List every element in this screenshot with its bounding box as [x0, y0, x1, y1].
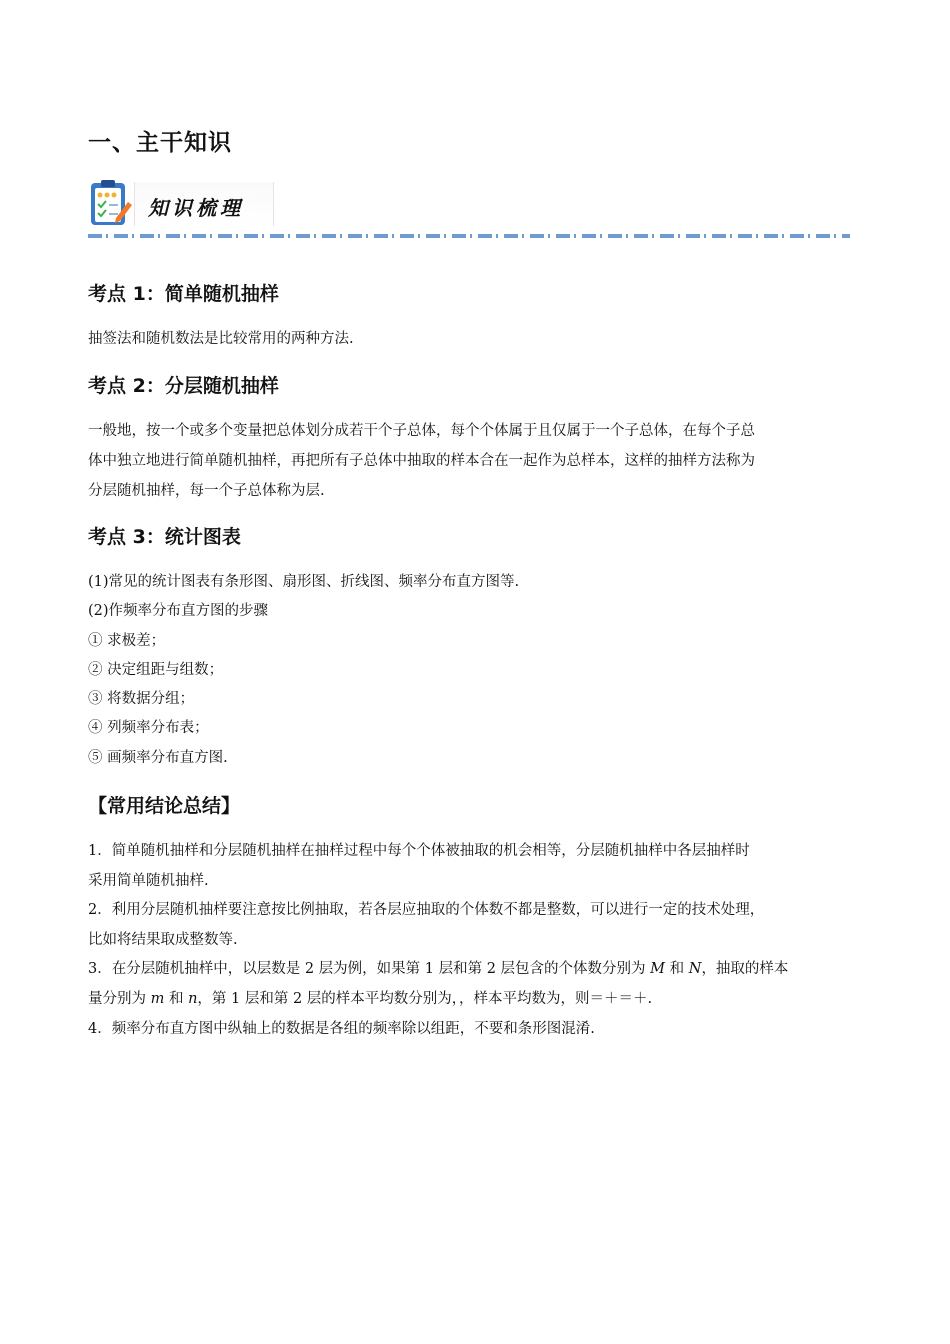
text: 量分别为: [88, 991, 151, 1007]
banner-title: 知识梳理: [148, 196, 244, 220]
kp1-text: [88, 324, 868, 354]
text: 和: [164, 991, 189, 1007]
var-M: M: [650, 961, 666, 977]
conclusion-line: 4．频率分布直方图中纵轴上的数据是各组的频率除以组距，不要和条形图混淆.: [88, 1021, 595, 1037]
text: ，第 1 层和第 2 层的样本平均数分别为，，样本平均数为，则＝＋＝＋.: [197, 991, 653, 1007]
section-title: 一、主干知识: [88, 130, 232, 156]
conclusion-line: [88, 954, 868, 984]
conclusion-line: 2．利用分层随机抽样要注意按比例抽取，若各层应抽取的个体数不都是整数，可以进行一定的技术处理，: [88, 902, 765, 918]
kp3-title: 考点 3：统计图表: [88, 526, 241, 548]
text: 和: [665, 961, 689, 977]
var-n: n: [188, 991, 198, 1007]
conclusion-line: [88, 984, 868, 1014]
kp2-title: 考点 2：分层随机抽样: [88, 375, 279, 397]
kp3-step: ② 决定组距与组数；: [88, 661, 224, 678]
conclusion-line: 1．简单随机抽样和分层随机抽样在抽样过程中每个个体被抽取的机会相等，分层随机抽样中各层抽样时: [88, 843, 750, 859]
kp2-line: 一般地，按一个或多个变量把总体划分成若干个子总体，每个个体属于且仅属于一个子总体，在每个子总: [88, 423, 755, 439]
kp2-paragraph: [88, 416, 868, 506]
kp3-step: ③ 将数据分组；: [88, 691, 195, 708]
var-N: N: [688, 961, 702, 977]
conclusion-line: 采用简单随机抽样.: [88, 873, 209, 889]
dashed-divider: [88, 234, 850, 238]
clipboard-checklist-icon: [88, 178, 132, 228]
kp1-title: 考点 1：简单随机抽样: [88, 283, 279, 305]
conclusion-4: [88, 1014, 868, 1044]
conclusion-3: [88, 954, 868, 1014]
kp1-line: 抽签法和随机数法是比较常用的两种方法.: [88, 331, 354, 347]
kp2-line: 体中独立地进行简单随机抽样，再把所有子总体中抽取的样本合在一起作为总样本，这样的抽样方法称为: [88, 453, 755, 469]
knowledge-banner: [88, 178, 273, 230]
text: ，抽取的样本: [701, 961, 789, 977]
conclusions-title: 【常用结论总结】: [88, 795, 241, 817]
conclusion-1: [88, 836, 868, 896]
kp3-step: ① 求极差；: [88, 632, 166, 649]
kp3-step: ⑤ 画频率分布直方图.: [88, 749, 228, 766]
conclusion-2: [88, 895, 868, 955]
kp2-line: 分层随机抽样，每一个子总体称为层.: [88, 483, 325, 499]
kp3-line: (2)作频率分布直方图的步骤: [88, 603, 269, 620]
kp3-step: ④ 列频率分布表；: [88, 720, 209, 737]
kp3-list: [88, 568, 868, 773]
kp3-line: (1)常见的统计图表有条形图、扇形图、折线图、频率分布直方图等.: [88, 574, 520, 590]
text: 3．在分层随机抽样中，以层数是 2 层为例，如果第 1 层和第 2 层包含的个体数分别为: [88, 961, 651, 977]
conclusion-line: 比如将结果取成整数等.: [88, 932, 238, 948]
var-m: m: [150, 991, 165, 1007]
